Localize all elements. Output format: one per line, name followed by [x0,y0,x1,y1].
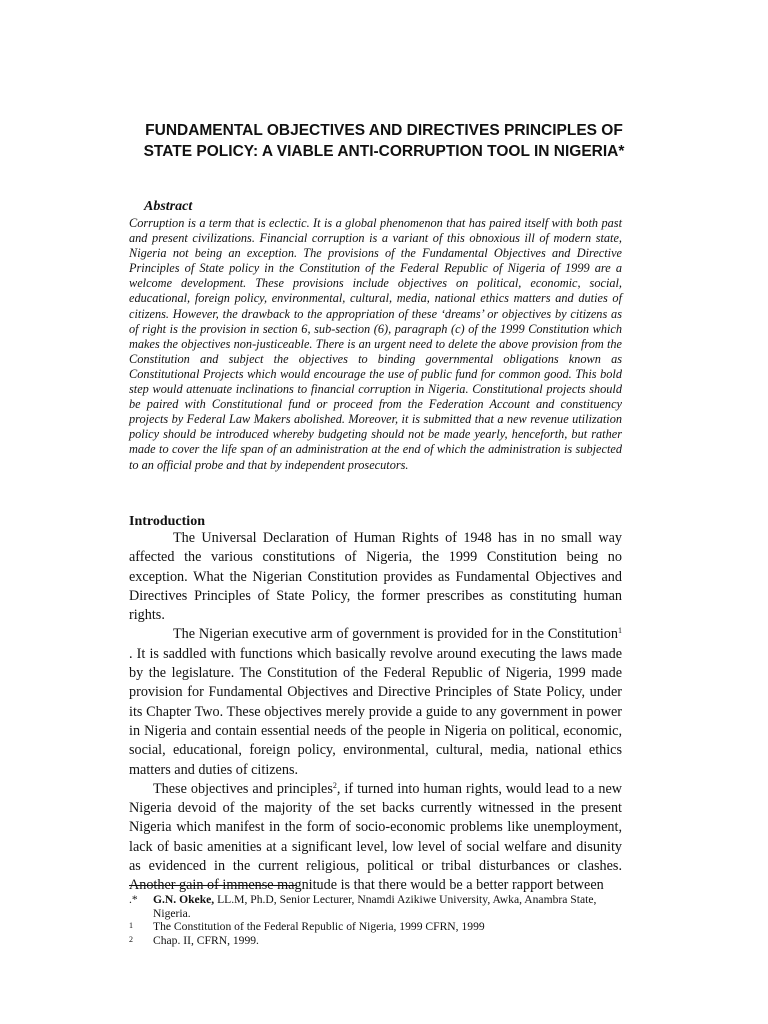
footnote-text [153,893,622,920]
intro-paragraph-3-rest: , if turned into human rights, would lead to a new Nigeria devoid of the majority of the set backs currently witnessed in the present Nigeria which manifest in the form of socio-economic problems like unemployment, lack of basic amenities at a significant level, low level of social welfare and disunity as evidenced in the current religious, political or tribal disturbances or clashes. Another gain of immense magnitude is that there would be a better rapport between [129,780,623,894]
intro-paragraph-3 [129,780,622,896]
introduction-heading: Introduction [129,514,205,529]
footnote-author [129,893,622,920]
footnote-mark: .* [129,893,138,906]
paper-title: FUNDAMENTAL OBJECTIVES AND DIRECTIVES PRINCIPLES OF STATE POLICY: A VIABLE ANTI-CORRUPTION TOOL IN NIGERIA* [143,122,625,160]
footnote-ref-1[interactable]: 1 [618,626,622,636]
abstract-heading: Abstract [144,199,193,214]
footnote-2 [129,934,622,948]
intro-paragraph-2-start: The Nigerian executive arm of government is provided for in the Constitution [173,626,618,643]
footnote-divider [129,885,297,886]
footnote-author-detail: LL.M, Ph.D, Senior Lecturer, Nnamdi Azikiwe University, Awka, Anambra State, Nigeria. [153,893,597,920]
footnotes [129,893,622,947]
footnote-author-name: G.N. Okeke, [153,893,215,906]
footnote-text: Chap. II, CFRN, 1999. [153,933,259,947]
footnote-mark: 2 [129,934,133,944]
footnote-1 [129,920,622,934]
intro-paragraph-2 [129,625,622,779]
intro-paragraph-1: The Universal Declaration of Human Rights of 1948 has in no small way affected the various constitutions of Nigeria, the 1999 Constitution being no exception. What the Nigerian Constitution provides as Fundamental Objectives and Directives Principles of State Policy, the former prescribes as constituting human rights. [129,530,622,624]
footnote-ref-2[interactable]: 2 [332,780,337,790]
abstract-text: Corruption is a term that is eclectic. It is a global phenomenon that has paired itself with both past and present civilizations. Financial corruption is a variant of this obnoxious ill of modern state, Nigeria not being an exception. The provisions of the Fundamental Objectives and Directive Principles of State policy in the Constitution of the Federal Republic of Nigeria of 1999 are a welcome development. These provisions include objectives on political, economic, social, educational, foreign policy, environmental, cultural, media, national ethics matters and duties of citizens. However, the drawback to the appropriation of these ‘dreams’ or objectives by citizens as of right is the provision in section 6, sub-section (6), paragraph (c) of the 1999 Constitution which makes the objectives non-justiceable. There is an urgent need to delete the above provision from the Constitution and subject the objectives to binding governmental obligations known as Constitutional Projects which would encourage the use of public fund for common good. This bold step would attenuate inclinations to financial corruption in Nigeria. Constitutional projects should be paired with Constitutional fund or proceed from the Federation Account and constituency projects by Federal Law Makers abolished. Moreover, it is submitted that a new revenue utilization policy should be introduced whereby budgeting should not be made yearly, henceforth, but rather made to cover the life span of an administration at the end of which the administration is subjected to an official probe and that by independent prosecutors. [129,216,622,472]
introduction-body [129,529,622,896]
footnote-mark: 1 [129,921,133,930]
intro-paragraph-3-start: These objectives and principles [153,780,333,797]
footnote-text: The Constitution of the Federal Republic of Nigeria, 1999 CFRN, 1999 [153,920,485,933]
intro-paragraph-2-rest: . It is saddled with functions which basically revolve around executing the laws made by the legislature. The Constitution of the Federal Republic of Nigeria, 1999 made provision for Fundamental Objectives and Directive Principles of State Policy, under its Chapter Two. These objectives merely provide a guide to any government in power in Nigeria and contain essential needs of the people in Nigeria on political, economic, social, educational, foreign policy, environmental, cultural, media, national ethics matters and duties of citizens. [129,645,622,778]
